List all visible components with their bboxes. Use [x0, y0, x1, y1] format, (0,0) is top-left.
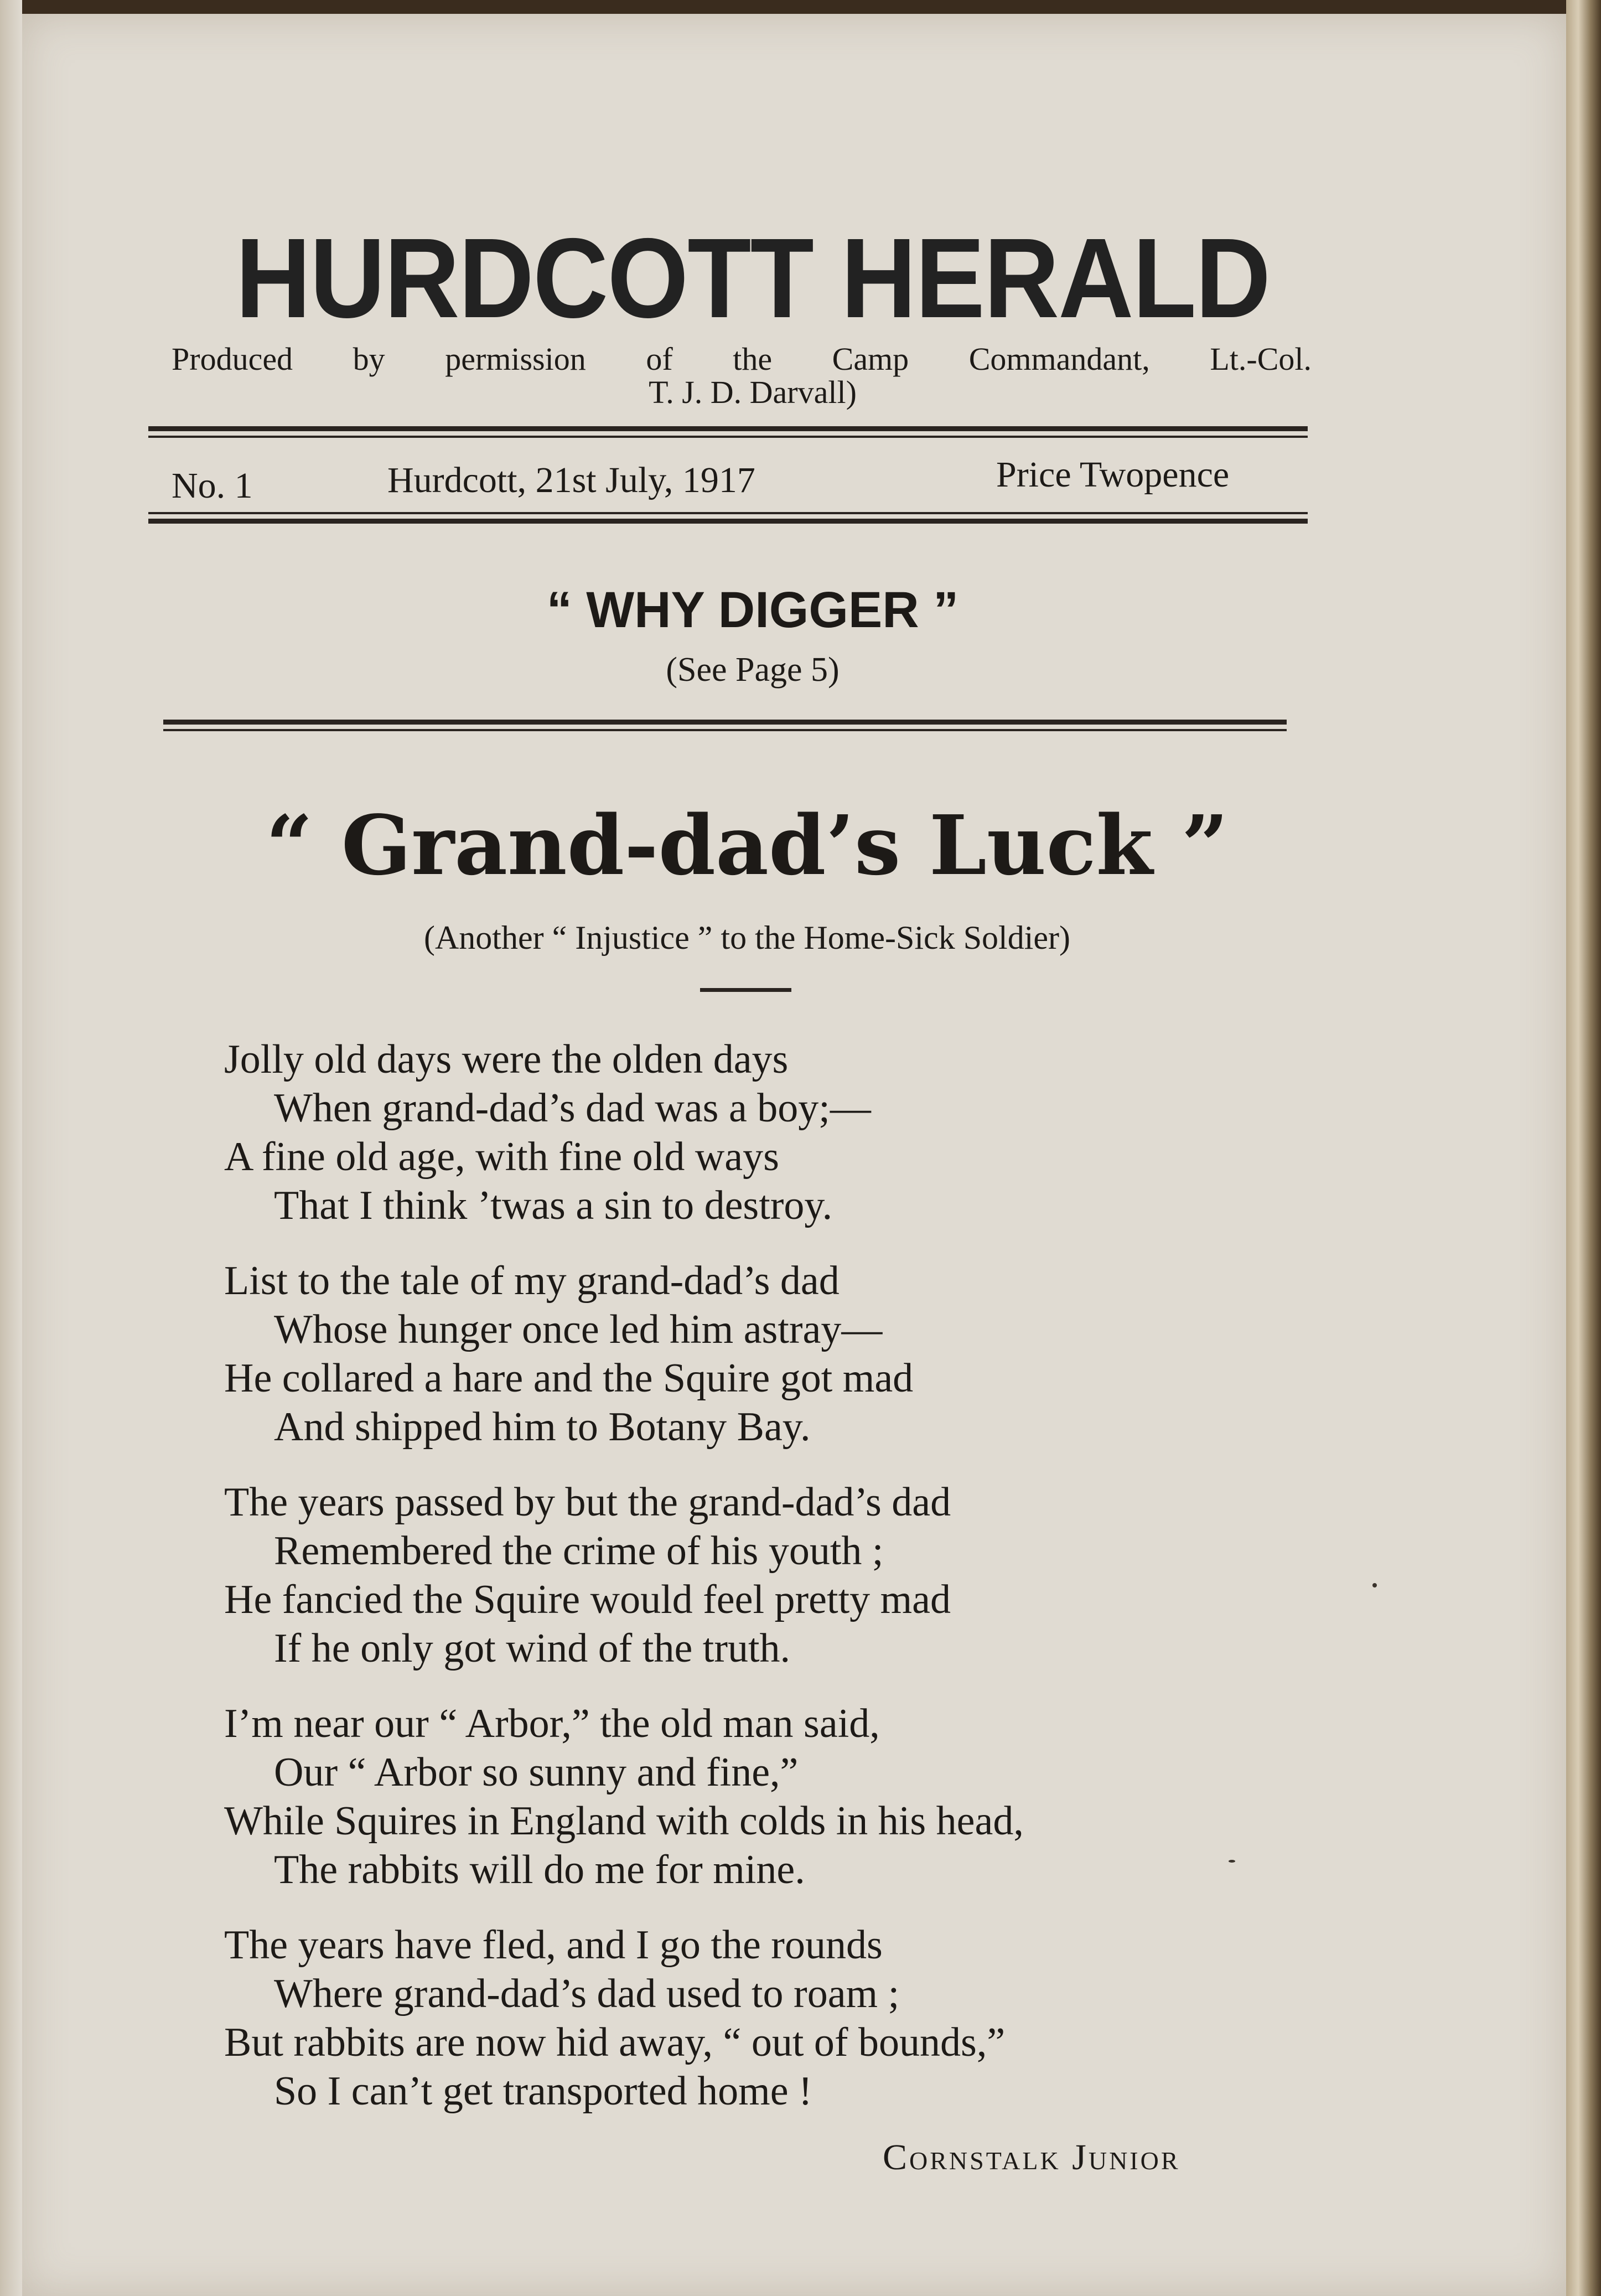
- poem-line: He fancied the Squire would feel pretty mad: [224, 1577, 951, 1622]
- poem-title: “ Grand-dad’s Luck ”: [266, 797, 1229, 893]
- poem-line: And shipped him to Botany Bay.: [274, 1404, 811, 1450]
- poem-line: Our “ Arbor so sunny and fine,”: [274, 1750, 799, 1795]
- paper-speck: [1229, 1860, 1235, 1863]
- poem-line: Remembered the crime of his youth ;: [274, 1528, 884, 1574]
- poem-line: A fine old age, with fine old ways: [224, 1134, 779, 1180]
- issue-rule-thick: [148, 519, 1308, 524]
- issue-place-date: Hurdcott, 21st July, 1917: [387, 460, 755, 500]
- feature-heading: “ WHY DIGGER ”: [546, 582, 959, 638]
- poem-line: Where grand-dad’s dad used to roam ;: [274, 1971, 900, 2016]
- poem-author: Cornstalk Junior: [883, 2137, 1180, 2178]
- document-page: [22, 14, 1566, 2296]
- poem-line: While Squires in England with colds in his head,: [224, 1798, 1024, 1844]
- issue-rule-thin: [148, 512, 1308, 514]
- poem-line: When grand-dad’s dad was a boy;—: [274, 1085, 871, 1131]
- stanza-4: [224, 1699, 1331, 1894]
- stanza-3: [224, 1478, 1331, 1673]
- poem-line: The years have fled, and I go the rounds: [224, 1922, 883, 1968]
- subtitle-divider: [700, 988, 791, 992]
- poem-line: I’m near our “ Arbor,” the old man said,: [224, 1701, 880, 1746]
- poem-line: Jolly old days were the olden days: [224, 1037, 789, 1082]
- poem-line: If he only got wind of the truth.: [274, 1626, 791, 1671]
- page-right-edge: [1566, 0, 1601, 2296]
- poem-line: Whose hunger once led him astray—: [274, 1307, 883, 1352]
- poem-subtitle: (Another “ Injustice ” to the Home-Sick Soldier): [423, 919, 1070, 956]
- stanza-5: [224, 1921, 1331, 2116]
- paper-speck: [1372, 1583, 1377, 1587]
- permission-line-1: Produced by permission of the Camp Commandant, Lt.-Col.: [172, 341, 1312, 377]
- poem-line: The years passed by but the grand-dad’s dad: [224, 1480, 951, 1525]
- poem-line: He collared a hare and the Squire got mad: [224, 1356, 914, 1401]
- permission-line-2: T. J. D. Darvall): [649, 374, 857, 410]
- section-rule-thin: [163, 729, 1287, 731]
- stanza-2: [224, 1256, 1331, 1451]
- feature-reference: (See Page 5): [666, 651, 840, 689]
- poem-line: That I think ’twas a sin to destroy.: [274, 1183, 833, 1228]
- poem-line: List to the tale of my grand-dad’s dad: [224, 1258, 840, 1304]
- issue-number: No. 1: [172, 466, 253, 506]
- section-rule-thick: [163, 720, 1287, 725]
- issue-price: Price Twopence: [996, 454, 1230, 495]
- poem-line: But rabbits are now hid away, “ out of bounds,”: [224, 2020, 1006, 2065]
- masthead-rule-thin: [148, 436, 1308, 438]
- masthead-rule-thick: [148, 426, 1308, 431]
- poem-line: So I can’t get transported home !: [274, 2069, 812, 2114]
- poem-line: The rabbits will do me for mine.: [274, 1847, 805, 1892]
- stanza-1: [224, 1035, 1331, 1230]
- page-left-edge: [0, 0, 22, 2296]
- masthead-title: HURDCOTT HERALD: [235, 215, 1270, 342]
